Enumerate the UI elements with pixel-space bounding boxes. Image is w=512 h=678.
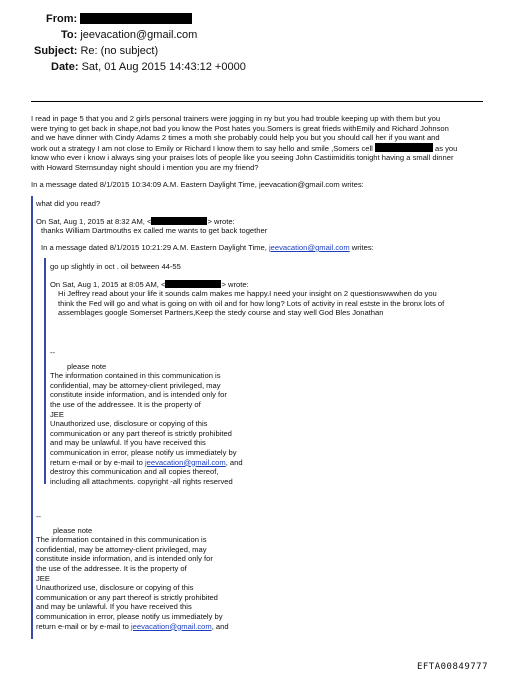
body-line: work out a strategy I am not close to Emily or Richard I know them to say hello and smile ,Somers cell as you bbox=[31, 143, 458, 153]
date-label: Date: bbox=[51, 61, 79, 73]
to-row bbox=[61, 28, 197, 42]
disclaimer-2: -- please note The information contained in this communication is confidential, may be attorney-client privileged, may constitute inside information, and is intended only for the use of the addressee. It is the property of JEE Unauthorized use, disclosure or copying of this communication or any part thereof is strictly prohibited and may be unlawful. If you have received this communication in error, please notify us immediately by return e-mail or by e-mail to jeevacation@gmail.com, and bbox=[36, 512, 229, 631]
subject-value: Re: (no subject) bbox=[80, 45, 159, 57]
date-value: Sat, 01 Aug 2015 14:43:12 +0000 bbox=[81, 61, 246, 73]
body-line: and we have dinner with Cindy Adams 2 times a moth she probably could help you but you should call her if you want and bbox=[31, 133, 440, 143]
quote1-block bbox=[36, 199, 267, 236]
q2-reply-line: assemblages google Somerset Partners,Keep the stedy course and stay well God Bles Jonathan bbox=[58, 308, 384, 318]
quote-bar-outer bbox=[31, 196, 33, 639]
to-label: To: bbox=[61, 29, 78, 41]
message-body bbox=[31, 114, 491, 173]
redaction-box bbox=[151, 217, 207, 225]
redaction-box bbox=[80, 13, 192, 24]
body-line: know who ever i know i always sing your praises lots of people like you seeing John Castiimiditis tonight having a small dinner bbox=[31, 153, 454, 163]
header-divider bbox=[31, 101, 483, 102]
date-row bbox=[51, 60, 246, 74]
body-line: with Howard Sternsunday night should i mention you are my friend? bbox=[31, 162, 259, 172]
subject-row bbox=[34, 44, 158, 58]
redaction-box bbox=[375, 143, 433, 152]
quote2-intro: In a message dated 8/1/2015 10:21:29 A.M. Eastern Daylight Time, jeevacation@gmail.com writes: bbox=[41, 243, 374, 252]
email-link[interactable]: jeevacation@gmail.com bbox=[144, 457, 226, 467]
to-value: jeevacation@gmail.com bbox=[80, 29, 198, 41]
q1-on-line: On Sat, Aug 1, 2015 at 8:32 AM, < > wrote: bbox=[36, 216, 235, 226]
bates-number: EFTA00849777 bbox=[416, 662, 488, 672]
disclaimer-1: -- please note The information contained in this communication is confidential, may be attorney-client privileged, may constitute inside information, and is intended only for the use of the addressee. It is the property of JEE Unauthorized use, disclosure or copying of this communication or any part thereof is strictly prohibited and may be unlawful. If you have received this communication in error, please notify us immediately by return e-mail or by e-mail to jeevacation@gmail.com, and destroy this communication and all copies thereof, including all attachments. copyright -all rights reserved bbox=[50, 348, 243, 486]
q1-reply: thanks William Dartmouths ex called me wants to get back together bbox=[41, 226, 268, 236]
quote1-intro: In a message dated 8/1/2015 10:34:09 A.M. Eastern Daylight Time, jeevacation@gmail.com writes: bbox=[31, 180, 364, 189]
q2-text: go up slightly in oct . oil between 44-55 bbox=[50, 262, 181, 271]
q2-on-line: On Sat, Aug 1, 2015 at 8:05 AM, < > wrote: bbox=[50, 279, 249, 289]
q2-reply-line: think the Fed will go and what is going on with oil and for how long? Lots of activity in real estste in the bronx lots of bbox=[58, 298, 445, 308]
email-link[interactable]: jeevacation@gmail.com bbox=[268, 243, 350, 252]
quote2-block bbox=[50, 262, 444, 318]
q1-text: what did you read? bbox=[36, 199, 101, 208]
from-label: From: bbox=[46, 13, 78, 25]
from-row bbox=[46, 12, 192, 26]
redaction-box bbox=[165, 280, 221, 288]
body-line: were trying to get back in shape,not bad you know the Post hates you.Somers is great frieds withEmily and Richard Johnson bbox=[31, 123, 449, 133]
quote-bar-inner bbox=[44, 258, 46, 484]
email-link[interactable]: jeevacation@gmail.com bbox=[130, 621, 212, 631]
body-line: I read in page 5 that you and 2 girls personal trainers were jogging in ny but you had trouble keeping up with them but you bbox=[31, 114, 441, 123]
subject-label: Subject: bbox=[34, 45, 78, 57]
q2-reply-line: Hi Jeffrey read about your life it sounds calm makes me happy.I need your insight on 2 questionswwwhen do you bbox=[58, 289, 437, 299]
